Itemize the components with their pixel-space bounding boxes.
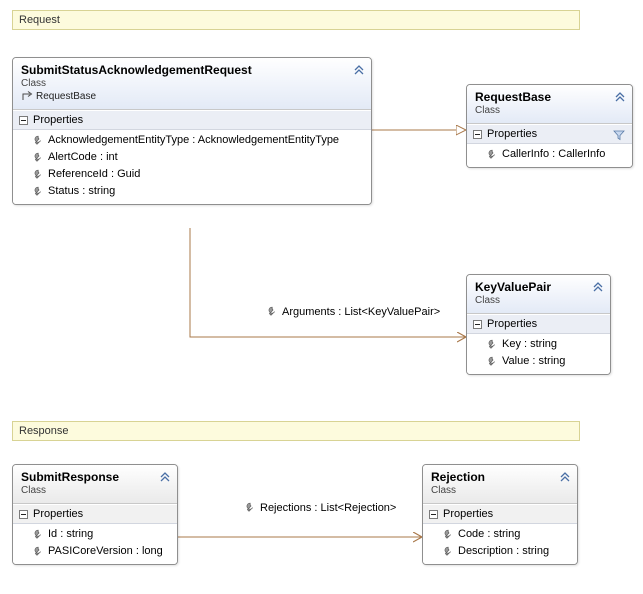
class-box-key-value-pair[interactable] — [466, 274, 611, 375]
class-kind: Class — [21, 485, 47, 496]
property-icon — [441, 546, 453, 558]
property-icon — [31, 529, 43, 541]
member-label: AlertCode : int — [48, 151, 118, 163]
property-icon — [485, 356, 497, 368]
member-row[interactable] — [13, 543, 177, 560]
member-label: Id : string — [48, 528, 94, 540]
member-label: ReferenceId : Guid — [48, 168, 141, 180]
class-title: SubmitStatusAcknowledgementRequest — [21, 63, 252, 77]
class-title: SubmitResponse — [21, 470, 120, 484]
property-icon — [31, 152, 43, 164]
member-row[interactable] — [13, 149, 371, 166]
member-row[interactable] — [423, 526, 577, 543]
class-base-row — [21, 90, 365, 103]
property-icon — [31, 546, 43, 558]
inheritance-icon — [22, 91, 33, 102]
member-label: Value : string — [502, 355, 566, 367]
member-label: PASICoreVersion : long — [48, 545, 163, 557]
filter-icon[interactable] — [613, 129, 625, 141]
member-row[interactable] — [13, 132, 371, 149]
connector-label-arguments — [262, 306, 443, 318]
compartment-header-properties[interactable] — [13, 110, 371, 130]
compartment-label: Properties — [33, 114, 84, 126]
member-label: AcknowledgementEntityType : AcknowledgementEntityType — [48, 134, 340, 146]
expander-icon[interactable] — [19, 510, 28, 519]
member-label: Description : string — [458, 545, 550, 557]
class-header — [13, 465, 177, 504]
member-row[interactable] — [423, 543, 577, 560]
class-kind: Class — [475, 105, 501, 116]
compartment-header-properties[interactable] — [13, 504, 177, 524]
property-icon — [265, 306, 277, 318]
section-band-request — [12, 10, 580, 30]
class-kind: Class — [21, 78, 47, 89]
class-header — [467, 85, 632, 124]
member-row[interactable] — [467, 336, 610, 353]
collapse-chevron-icon[interactable] — [353, 64, 365, 76]
compartment-header-properties[interactable] — [467, 314, 610, 334]
property-icon — [31, 169, 43, 181]
class-base-label: RequestBase — [36, 91, 97, 102]
property-icon — [243, 502, 255, 514]
collapse-chevron-icon[interactable] — [559, 471, 571, 483]
collapse-chevron-icon[interactable] — [592, 281, 604, 293]
class-title: Rejection — [431, 470, 486, 484]
class-box-submit-response[interactable] — [12, 464, 178, 565]
class-box-rejection[interactable] — [422, 464, 578, 565]
connector-label-text: Rejections : List<Rejection> — [260, 502, 397, 514]
collapse-chevron-icon[interactable] — [159, 471, 171, 483]
class-title: KeyValuePair — [475, 280, 552, 294]
member-row[interactable] — [13, 526, 177, 543]
property-icon — [441, 529, 453, 541]
property-icon — [31, 186, 43, 198]
expander-icon[interactable] — [19, 116, 28, 125]
property-icon — [31, 135, 43, 147]
member-row[interactable] — [13, 166, 371, 183]
compartment-header-properties[interactable] — [467, 124, 632, 144]
property-icon — [485, 339, 497, 351]
connector-label-text: Arguments : List<KeyValuePair> — [282, 306, 441, 318]
compartment-label: Properties — [487, 318, 538, 330]
expander-icon[interactable] — [429, 510, 438, 519]
member-list — [467, 144, 632, 167]
class-header — [423, 465, 577, 504]
section-band-response — [12, 421, 580, 441]
section-band-request-label: Request — [19, 14, 60, 26]
compartment-label: Properties — [487, 128, 538, 140]
expander-icon[interactable] — [473, 320, 482, 329]
member-row[interactable] — [467, 353, 610, 370]
member-row[interactable] — [467, 146, 632, 163]
class-header — [467, 275, 610, 314]
compartment-label: Properties — [443, 508, 494, 520]
member-label: Code : string — [458, 528, 521, 540]
compartment-label: Properties — [33, 508, 84, 520]
member-list — [467, 334, 610, 374]
class-kind: Class — [475, 295, 501, 306]
member-label: Key : string — [502, 338, 558, 350]
member-row[interactable] — [13, 183, 371, 200]
member-label: CallerInfo : CallerInfo — [502, 148, 606, 160]
member-list — [13, 524, 177, 564]
connector-label-rejections — [240, 502, 399, 514]
expander-icon[interactable] — [473, 130, 482, 139]
collapse-chevron-icon[interactable] — [614, 91, 626, 103]
class-title: RequestBase — [475, 90, 552, 104]
property-icon — [485, 149, 497, 161]
class-box-request-base[interactable] — [466, 84, 633, 168]
compartment-header-properties[interactable] — [423, 504, 577, 524]
member-list — [13, 130, 371, 204]
class-kind: Class — [431, 485, 457, 496]
class-box-submit-status-acknowledgement-request[interactable] — [12, 57, 372, 205]
member-list — [423, 524, 577, 564]
class-header — [13, 58, 371, 110]
member-label: Status : string — [48, 185, 116, 197]
section-band-response-label: Response — [19, 425, 69, 437]
